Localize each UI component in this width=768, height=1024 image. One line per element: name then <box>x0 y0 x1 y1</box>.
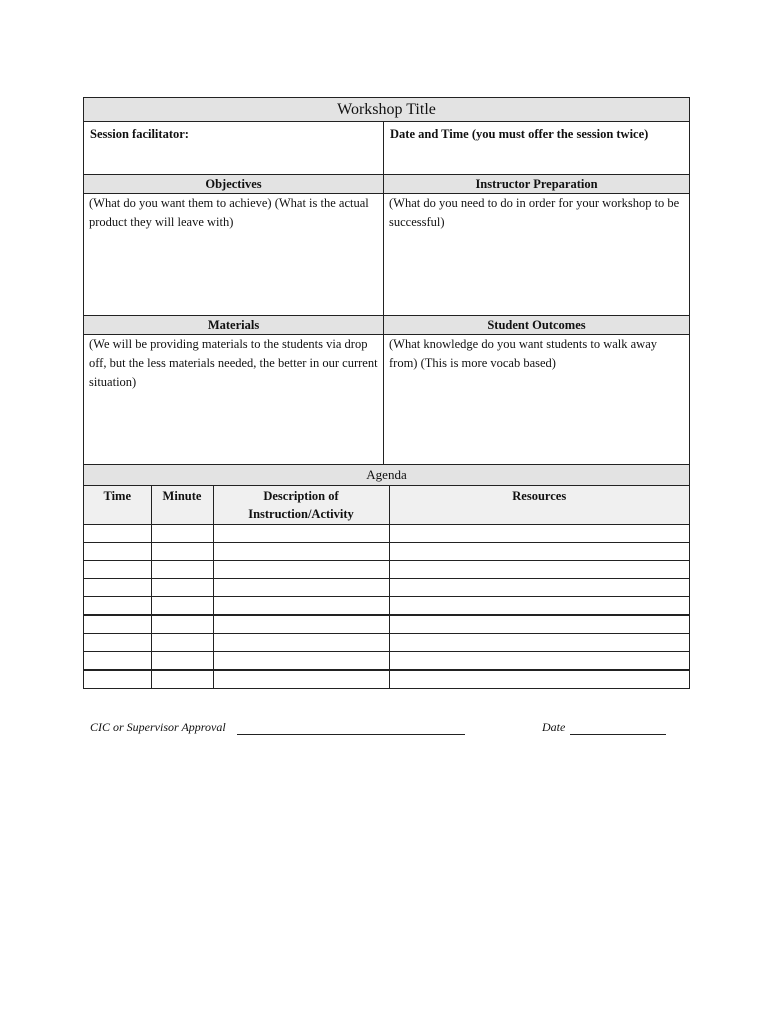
agenda-description-cell[interactable] <box>213 670 389 688</box>
agenda-description-cell[interactable] <box>213 579 389 597</box>
agenda-description-cell[interactable] <box>213 615 389 634</box>
agenda-row <box>84 561 689 579</box>
agenda-description-cell[interactable] <box>213 561 389 579</box>
agenda-minute-cell[interactable] <box>151 597 213 616</box>
agenda-time-cell[interactable] <box>84 579 151 597</box>
session-facilitator-label: Session facilitator: <box>90 127 189 141</box>
agenda-minute-cell[interactable] <box>151 561 213 579</box>
agenda-time-cell[interactable] <box>84 634 151 652</box>
agenda-minute-cell[interactable] <box>151 525 213 543</box>
agenda-minute-cell[interactable] <box>151 634 213 652</box>
student-outcomes-heading: Student Outcomes <box>384 316 689 335</box>
supervisor-signature-line[interactable] <box>237 720 465 735</box>
agenda-description-cell[interactable] <box>213 525 389 543</box>
supervisor-approval-label: CIC or Supervisor Approval <box>90 720 226 734</box>
agenda-resources-cell[interactable] <box>389 615 689 634</box>
agenda-minute-cell[interactable] <box>151 670 213 688</box>
workshop-title: Workshop Title <box>84 98 689 122</box>
date-time-label: Date and Time (you must offer the session twice) <box>390 127 649 141</box>
agenda-row <box>84 615 689 634</box>
agenda-time-cell[interactable] <box>84 652 151 671</box>
agenda-resources-cell[interactable] <box>389 670 689 688</box>
supervisor-approval <box>90 720 465 735</box>
agenda-description-cell[interactable] <box>213 652 389 671</box>
agenda-time-cell[interactable] <box>84 597 151 616</box>
approval-date <box>542 720 666 735</box>
date-time-cell[interactable] <box>384 122 689 174</box>
agenda-time-cell[interactable] <box>84 561 151 579</box>
agenda-row <box>84 525 689 543</box>
materials-cell[interactable] <box>84 316 384 464</box>
materials-row <box>84 316 689 465</box>
instructor-preparation-cell[interactable] <box>384 175 689 315</box>
agenda-time-cell[interactable] <box>84 543 151 561</box>
agenda-minute-cell[interactable] <box>151 543 213 561</box>
agenda-row <box>84 652 689 671</box>
agenda-resources-cell[interactable] <box>389 597 689 616</box>
objectives-hint: (What do you want them to achieve) (What is the actual product they will leave with) <box>89 196 369 229</box>
objectives-row <box>84 175 689 316</box>
materials-heading: Materials <box>84 316 383 335</box>
agenda-table <box>84 486 689 688</box>
instructor-preparation-hint: (What do you need to do in order for your workshop to be successful) <box>389 196 680 229</box>
agenda-col-minute: Minute <box>151 486 213 525</box>
agenda-row <box>84 597 689 616</box>
agenda-col-description: Description of Instruction/Activity <box>213 486 389 525</box>
agenda-row <box>84 579 689 597</box>
agenda-resources-cell[interactable] <box>389 525 689 543</box>
approval-date-label: Date <box>542 720 566 734</box>
agenda-row <box>84 543 689 561</box>
agenda-col-time: Time <box>84 486 151 525</box>
instructor-preparation-heading: Instructor Preparation <box>384 175 689 194</box>
student-outcomes-cell[interactable] <box>384 316 689 464</box>
agenda-col-resources: Resources <box>389 486 689 525</box>
agenda-description-cell[interactable] <box>213 634 389 652</box>
agenda-resources-cell[interactable] <box>389 561 689 579</box>
materials-hint: (We will be providing materials to the students via drop off, but the less materials needed, the better in our current situation) <box>89 337 378 389</box>
objectives-heading: Objectives <box>84 175 383 194</box>
objectives-cell[interactable] <box>84 175 384 315</box>
student-outcomes-hint: (What knowledge do you want students to walk away from) (This is more vocab based) <box>389 337 657 370</box>
agenda-description-cell[interactable] <box>213 597 389 616</box>
agenda-description-cell[interactable] <box>213 543 389 561</box>
agenda-time-cell[interactable] <box>84 525 151 543</box>
approval-date-line[interactable] <box>570 720 666 735</box>
agenda-row <box>84 670 689 688</box>
agenda-resources-cell[interactable] <box>389 543 689 561</box>
workshop-form <box>83 97 690 689</box>
agenda-resources-cell[interactable] <box>389 634 689 652</box>
facilitator-row <box>84 122 689 175</box>
agenda-header-row <box>84 486 689 525</box>
agenda-minute-cell[interactable] <box>151 615 213 634</box>
agenda-minute-cell[interactable] <box>151 652 213 671</box>
agenda-time-cell[interactable] <box>84 615 151 634</box>
agenda-time-cell[interactable] <box>84 670 151 688</box>
agenda-row <box>84 634 689 652</box>
session-facilitator-cell[interactable] <box>84 122 384 174</box>
agenda-minute-cell[interactable] <box>151 579 213 597</box>
agenda-resources-cell[interactable] <box>389 579 689 597</box>
agenda-heading: Agenda <box>84 465 689 486</box>
agenda-resources-cell[interactable] <box>389 652 689 671</box>
